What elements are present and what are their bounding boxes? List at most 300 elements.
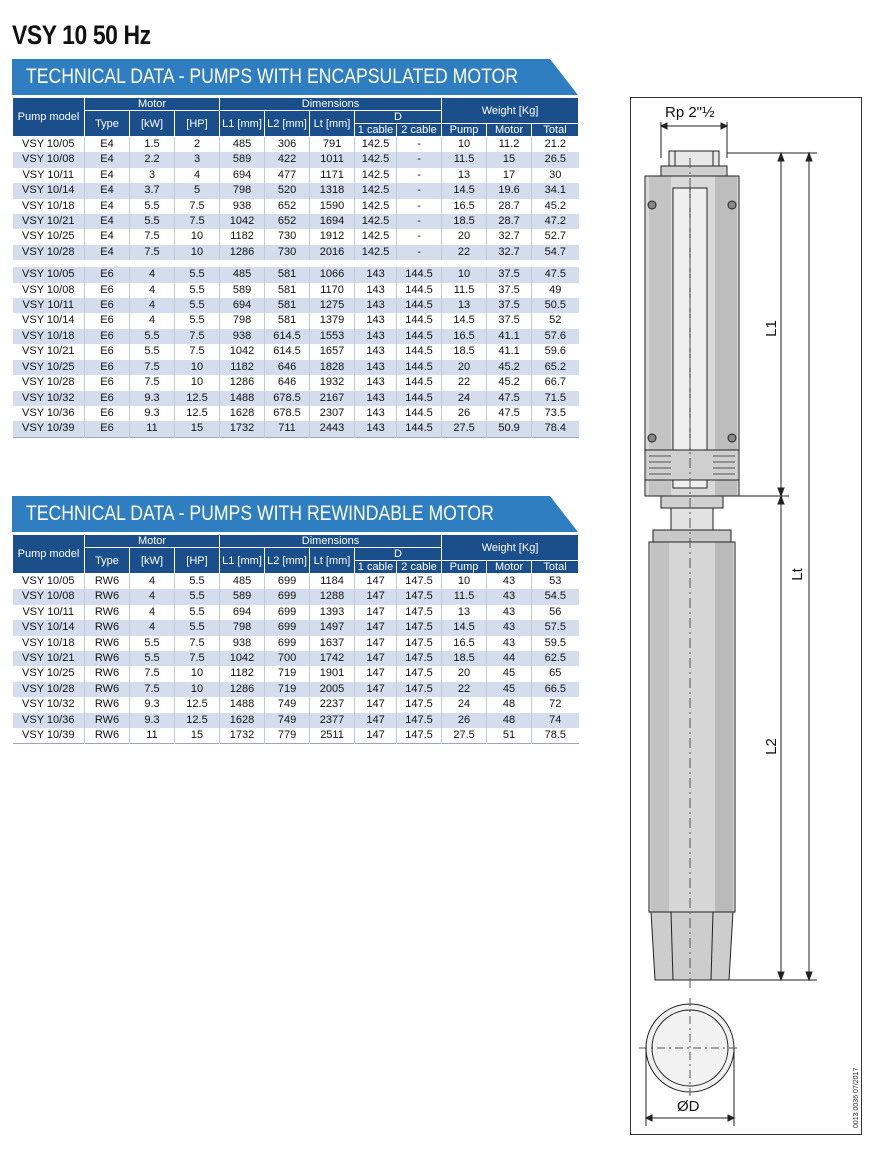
cell-length-lt: 1828 (310, 360, 355, 375)
header-motor: Motor (85, 535, 220, 548)
cell-length-l1: 589 (220, 589, 265, 604)
cell-weight-motor: 37.5 (487, 298, 532, 313)
table-row (13, 682, 579, 697)
cell-motor-type: E6 (85, 267, 130, 282)
cell-power-hp: 3 (175, 152, 220, 167)
cell-weight-total: 78.5 (532, 728, 579, 744)
cell-diameter-2cable: 147.5 (397, 589, 442, 604)
cell-power-hp: 7.5 (175, 651, 220, 666)
cell-length-l1: 1042 (220, 214, 265, 229)
cell-diameter-1cable: 147 (355, 636, 397, 651)
cell-weight-pump: 27.5 (442, 421, 487, 437)
cell-weight-motor: 50.9 (487, 421, 532, 437)
cell-weight-motor: 48 (487, 713, 532, 728)
cell-power-hp: 5.5 (175, 605, 220, 620)
cell-power-hp: 10 (175, 666, 220, 681)
cell-diameter-1cable: 147 (355, 620, 397, 635)
cell-length-l1: 1488 (220, 391, 265, 406)
header-hp: [HP] (175, 111, 220, 137)
header-pump-model: Pump model (13, 98, 85, 137)
cell-length-l2: 699 (265, 636, 310, 651)
cell-pump-model: VSY 10/25 (13, 666, 85, 681)
banner-title: TECHNICAL DATA - PUMPS WITH REWINDABLE MOTOR (26, 502, 494, 525)
cell-weight-motor: 43 (487, 620, 532, 635)
cell-weight-total: 65.2 (532, 360, 579, 375)
cell-length-lt: 1901 (310, 666, 355, 681)
cell-length-lt: 1066 (310, 267, 355, 282)
cell-length-l2: 652 (265, 214, 310, 229)
cell-diameter-1cable: 147 (355, 697, 397, 712)
cell-length-lt: 2443 (310, 421, 355, 437)
cell-diameter-1cable: 143 (355, 329, 397, 344)
cell-length-l2: 711 (265, 421, 310, 437)
cell-length-l2: 477 (265, 168, 310, 183)
cell-power-hp: 15 (175, 728, 220, 744)
cell-power-kw: 7.5 (130, 375, 175, 390)
cell-pump-model: VSY 10/11 (13, 168, 85, 183)
cell-diameter-2cable: 147.5 (397, 620, 442, 635)
cell-pump-model: VSY 10/08 (13, 152, 85, 167)
cell-power-hp: 10 (175, 375, 220, 390)
cell-diameter-2cable: - (397, 214, 442, 229)
header-d-2cable: 2 cable (397, 124, 442, 137)
cell-length-l2: 730 (265, 245, 310, 260)
cell-pump-model: VSY 10/11 (13, 298, 85, 313)
cell-weight-total: 73.5 (532, 406, 579, 421)
cell-power-hp: 5.5 (175, 313, 220, 328)
header-dimensions: Dimensions (220, 535, 442, 548)
cell-power-kw: 4 (130, 574, 175, 590)
table-row (13, 229, 579, 244)
cell-diameter-2cable: - (397, 245, 442, 260)
cell-weight-motor: 37.5 (487, 313, 532, 328)
cell-weight-total: 50.5 (532, 298, 579, 313)
cell-length-lt: 2005 (310, 682, 355, 697)
table-row (13, 589, 579, 604)
cell-motor-type: RW6 (85, 713, 130, 728)
cell-power-kw: 2.2 (130, 152, 175, 167)
cell-power-hp: 5.5 (175, 574, 220, 590)
cell-length-l1: 1286 (220, 375, 265, 390)
cell-pump-model: VSY 10/28 (13, 682, 85, 697)
cell-pump-model: VSY 10/18 (13, 329, 85, 344)
cell-diameter-1cable: 147 (355, 605, 397, 620)
cell-weight-total: 57.5 (532, 620, 579, 635)
table-row (13, 605, 579, 620)
cell-diameter-1cable: 142.5 (355, 152, 397, 167)
cell-weight-total: 57.6 (532, 329, 579, 344)
cell-length-l1: 1042 (220, 344, 265, 359)
cell-length-l2: 581 (265, 267, 310, 282)
cell-power-hp: 5.5 (175, 298, 220, 313)
cell-weight-total: 59.6 (532, 344, 579, 359)
table-row (13, 375, 579, 390)
header-d-1cable: 1 cable (355, 124, 397, 137)
cell-length-l1: 1628 (220, 406, 265, 421)
cell-diameter-1cable: 147 (355, 666, 397, 681)
cell-power-hp: 10 (175, 682, 220, 697)
header-d: D (355, 111, 442, 124)
lt-label: Lt (788, 568, 806, 581)
cell-power-hp: 12.5 (175, 391, 220, 406)
cell-weight-motor: 48 (487, 697, 532, 712)
cell-length-l1: 1732 (220, 421, 265, 437)
cell-power-kw: 5.5 (130, 214, 175, 229)
table-row (13, 313, 579, 328)
cell-length-l1: 938 (220, 329, 265, 344)
cell-length-lt: 1590 (310, 199, 355, 214)
cell-length-lt: 1932 (310, 375, 355, 390)
cell-motor-type: E4 (85, 137, 130, 153)
cell-length-l2: 520 (265, 183, 310, 198)
cell-length-l1: 1182 (220, 229, 265, 244)
cell-length-l2: 581 (265, 283, 310, 298)
cell-motor-type: RW6 (85, 697, 130, 712)
cell-diameter-2cable: 144.5 (397, 391, 442, 406)
cell-diameter-2cable: - (397, 199, 442, 214)
cell-weight-total: 66.7 (532, 375, 579, 390)
header-weight-pump: Pump (442, 124, 487, 137)
header-l1: L1 [mm] (220, 548, 265, 574)
cell-length-l2: 699 (265, 574, 310, 590)
cell-length-l1: 485 (220, 137, 265, 153)
cell-length-l1: 694 (220, 605, 265, 620)
cell-length-l2: 581 (265, 313, 310, 328)
cell-weight-total: 34.1 (532, 183, 579, 198)
cell-weight-pump: 13 (442, 605, 487, 620)
cell-weight-total: 74 (532, 713, 579, 728)
cell-weight-pump: 20 (442, 360, 487, 375)
cell-pump-model: VSY 10/39 (13, 728, 85, 744)
cell-length-l2: 678.5 (265, 406, 310, 421)
cell-length-l2: 719 (265, 682, 310, 697)
header-motor: Motor (85, 98, 220, 111)
cell-weight-motor: 41.1 (487, 329, 532, 344)
cell-pump-model: VSY 10/25 (13, 360, 85, 375)
cell-pump-model: VSY 10/36 (13, 713, 85, 728)
cell-length-lt: 2377 (310, 713, 355, 728)
cell-diameter-2cable: - (397, 137, 442, 153)
table-row (13, 137, 579, 153)
table-row (13, 360, 579, 375)
cell-diameter-2cable: 147.5 (397, 651, 442, 666)
section-banner-rewindable (12, 496, 578, 532)
cell-pump-model: VSY 10/21 (13, 214, 85, 229)
separator-cell (13, 260, 579, 267)
cell-motor-type: E4 (85, 168, 130, 183)
cell-weight-total: 78.4 (532, 421, 579, 437)
cell-length-l2: 614.5 (265, 344, 310, 359)
cell-motor-type: RW6 (85, 666, 130, 681)
cell-pump-model: VSY 10/08 (13, 283, 85, 298)
cell-weight-motor: 43 (487, 574, 532, 590)
cell-diameter-2cable: 147.5 (397, 728, 442, 744)
cell-power-kw: 5.5 (130, 651, 175, 666)
cell-weight-pump: 27.5 (442, 728, 487, 744)
cell-length-l1: 1182 (220, 666, 265, 681)
cell-weight-pump: 11.5 (442, 152, 487, 167)
cell-motor-type: E4 (85, 245, 130, 260)
cell-weight-pump: 10 (442, 574, 487, 590)
cell-length-lt: 1170 (310, 283, 355, 298)
cell-length-lt: 2016 (310, 245, 355, 260)
spec-table-encapsulated (12, 97, 579, 438)
cell-length-lt: 2167 (310, 391, 355, 406)
cell-power-kw: 4 (130, 620, 175, 635)
cell-power-hp: 10 (175, 229, 220, 244)
cell-weight-total: 53 (532, 574, 579, 590)
pump-illustration (631, 98, 863, 1136)
header-weight: Weight [Kg] (442, 535, 579, 561)
header-pump-model: Pump model (13, 535, 85, 574)
cell-pump-model: VSY 10/05 (13, 574, 85, 590)
table-row (13, 283, 579, 298)
cell-motor-type: RW6 (85, 589, 130, 604)
pump-dimension-drawing (630, 97, 862, 1135)
cell-diameter-1cable: 142.5 (355, 137, 397, 153)
table-row (13, 728, 579, 744)
cell-weight-motor: 43 (487, 589, 532, 604)
cell-power-hp: 7.5 (175, 329, 220, 344)
cell-length-l1: 1042 (220, 651, 265, 666)
cell-motor-type: RW6 (85, 605, 130, 620)
cell-weight-total: 65 (532, 666, 579, 681)
cell-length-lt: 2237 (310, 697, 355, 712)
cell-pump-model: VSY 10/21 (13, 651, 85, 666)
cell-diameter-1cable: 142.5 (355, 245, 397, 260)
cell-diameter-1cable: 147 (355, 589, 397, 604)
cell-power-kw: 4 (130, 605, 175, 620)
cell-power-kw: 4 (130, 267, 175, 282)
cell-length-l2: 422 (265, 152, 310, 167)
cell-diameter-2cable: 144.5 (397, 375, 442, 390)
cell-length-l2: 749 (265, 697, 310, 712)
cell-diameter-2cable: 147.5 (397, 605, 442, 620)
header-weight-total: Total (532, 124, 579, 137)
cell-motor-type: E6 (85, 375, 130, 390)
table-row (13, 152, 579, 167)
cell-diameter-1cable: 142.5 (355, 183, 397, 198)
cell-weight-pump: 16.5 (442, 329, 487, 344)
cell-motor-type: E6 (85, 313, 130, 328)
cell-weight-pump: 18.5 (442, 344, 487, 359)
diameter-label: ØD (677, 1098, 700, 1115)
cell-length-l1: 1628 (220, 713, 265, 728)
cell-pump-model: VSY 10/36 (13, 406, 85, 421)
cell-length-l1: 589 (220, 152, 265, 167)
header-weight-motor: Motor (487, 124, 532, 137)
cell-pump-model: VSY 10/14 (13, 620, 85, 635)
cell-weight-motor: 32.7 (487, 245, 532, 260)
cell-length-lt: 1288 (310, 589, 355, 604)
cell-weight-pump: 26 (442, 713, 487, 728)
cell-weight-motor: 44 (487, 651, 532, 666)
cell-power-kw: 3.7 (130, 183, 175, 198)
header-d-2cable: 2 cable (397, 561, 442, 574)
table-row (13, 183, 579, 198)
cell-weight-pump: 18.5 (442, 651, 487, 666)
cell-diameter-2cable: - (397, 229, 442, 244)
table-row (13, 391, 579, 406)
cell-power-hp: 4 (175, 168, 220, 183)
cell-motor-type: RW6 (85, 620, 130, 635)
cell-weight-pump: 14.5 (442, 620, 487, 635)
header-d-1cable: 1 cable (355, 561, 397, 574)
cell-motor-type: E6 (85, 329, 130, 344)
cell-weight-pump: 26 (442, 406, 487, 421)
cell-length-l1: 938 (220, 636, 265, 651)
cell-weight-total: 59.5 (532, 636, 579, 651)
cell-weight-pump: 22 (442, 375, 487, 390)
cell-power-kw: 11 (130, 728, 175, 744)
cell-length-l1: 589 (220, 283, 265, 298)
cell-weight-pump: 13 (442, 298, 487, 313)
cell-length-l1: 694 (220, 298, 265, 313)
cell-length-l1: 485 (220, 574, 265, 590)
cell-weight-motor: 47.5 (487, 391, 532, 406)
table-row (13, 620, 579, 635)
cell-motor-type: RW6 (85, 636, 130, 651)
table-row (13, 168, 579, 183)
cell-motor-type: E6 (85, 421, 130, 437)
cell-power-kw: 1.5 (130, 137, 175, 153)
table-row (13, 636, 579, 651)
cell-length-lt: 1011 (310, 152, 355, 167)
cell-length-lt: 1171 (310, 168, 355, 183)
cell-weight-motor: 11.2 (487, 137, 532, 153)
cell-pump-model: VSY 10/32 (13, 391, 85, 406)
cell-weight-motor: 45.2 (487, 375, 532, 390)
cell-power-kw: 11 (130, 421, 175, 437)
cell-length-l2: 779 (265, 728, 310, 744)
cell-diameter-1cable: 147 (355, 574, 397, 590)
cell-diameter-2cable: 144.5 (397, 406, 442, 421)
cell-motor-type: E6 (85, 298, 130, 313)
cell-weight-motor: 43 (487, 605, 532, 620)
cell-length-l1: 1732 (220, 728, 265, 744)
header-dimensions: Dimensions (220, 98, 442, 111)
cell-length-l1: 798 (220, 183, 265, 198)
cell-power-kw: 7.5 (130, 360, 175, 375)
cell-power-hp: 12.5 (175, 697, 220, 712)
cell-weight-pump: 14.5 (442, 313, 487, 328)
cell-weight-pump: 24 (442, 391, 487, 406)
header-l2: L2 [mm] (265, 548, 310, 574)
cell-pump-model: VSY 10/05 (13, 267, 85, 282)
doc-reference: 0013 0036 07/2017 (853, 1067, 860, 1128)
cell-diameter-2cable: 147.5 (397, 697, 442, 712)
cell-weight-total: 71.5 (532, 391, 579, 406)
cell-motor-type: E4 (85, 199, 130, 214)
cell-length-l2: 719 (265, 666, 310, 681)
cell-weight-total: 66.5 (532, 682, 579, 697)
cell-weight-pump: 24 (442, 697, 487, 712)
cell-weight-total: 72 (532, 697, 579, 712)
cell-length-l1: 1182 (220, 360, 265, 375)
header-kw: [kW] (130, 548, 175, 574)
cell-diameter-1cable: 143 (355, 360, 397, 375)
cell-weight-motor: 19.6 (487, 183, 532, 198)
cell-length-l2: 652 (265, 199, 310, 214)
cell-weight-pump: 20 (442, 229, 487, 244)
cell-diameter-1cable: 142.5 (355, 199, 397, 214)
cell-weight-total: 54.5 (532, 589, 579, 604)
cell-power-hp: 15 (175, 421, 220, 437)
cell-pump-model: VSY 10/14 (13, 313, 85, 328)
cell-length-lt: 1912 (310, 229, 355, 244)
header-kw: [kW] (130, 111, 175, 137)
cell-diameter-2cable: 147.5 (397, 682, 442, 697)
cell-length-l2: 581 (265, 298, 310, 313)
cell-weight-motor: 45.2 (487, 360, 532, 375)
cell-motor-type: E4 (85, 152, 130, 167)
table-row (13, 199, 579, 214)
cell-weight-total: 52 (532, 313, 579, 328)
cell-length-l1: 1286 (220, 682, 265, 697)
table-row (13, 214, 579, 229)
table-separator (13, 260, 579, 267)
cell-weight-total: 26.5 (532, 152, 579, 167)
cell-diameter-1cable: 147 (355, 682, 397, 697)
cell-weight-motor: 37.5 (487, 283, 532, 298)
cell-weight-pump: 16.5 (442, 199, 487, 214)
cell-weight-motor: 41.1 (487, 344, 532, 359)
cell-pump-model: VSY 10/32 (13, 697, 85, 712)
cell-length-l2: 699 (265, 620, 310, 635)
section-banner-encapsulated (12, 59, 578, 95)
cell-motor-type: E6 (85, 360, 130, 375)
cell-weight-motor: 51 (487, 728, 532, 744)
cell-weight-total: 30 (532, 168, 579, 183)
cell-diameter-2cable: 147.5 (397, 713, 442, 728)
cell-power-hp: 5.5 (175, 589, 220, 604)
cell-weight-total: 62.5 (532, 651, 579, 666)
cell-diameter-1cable: 143 (355, 421, 397, 437)
cell-weight-motor: 28.7 (487, 199, 532, 214)
spec-table-rewindable (12, 534, 579, 744)
cell-diameter-1cable: 143 (355, 267, 397, 282)
cell-power-hp: 5.5 (175, 283, 220, 298)
cell-weight-motor: 17 (487, 168, 532, 183)
cell-power-kw: 7.5 (130, 666, 175, 681)
cell-weight-total: 56 (532, 605, 579, 620)
cell-diameter-1cable: 142.5 (355, 214, 397, 229)
cell-length-l1: 485 (220, 267, 265, 282)
cell-power-hp: 7.5 (175, 636, 220, 651)
cell-diameter-2cable: 147.5 (397, 636, 442, 651)
header-l2: L2 [mm] (265, 111, 310, 137)
cell-weight-total: 54.7 (532, 245, 579, 260)
cell-power-kw: 7.5 (130, 682, 175, 697)
cell-length-lt: 1184 (310, 574, 355, 590)
cell-weight-motor: 45 (487, 666, 532, 681)
cell-motor-type: RW6 (85, 651, 130, 666)
cell-power-kw: 4 (130, 313, 175, 328)
cell-motor-type: E4 (85, 183, 130, 198)
cell-length-lt: 1275 (310, 298, 355, 313)
cell-length-lt: 1497 (310, 620, 355, 635)
cell-diameter-1cable: 143 (355, 298, 397, 313)
cell-motor-type: E4 (85, 229, 130, 244)
l2-label: L2 (762, 738, 780, 755)
cell-diameter-2cable: 144.5 (397, 267, 442, 282)
cell-motor-type: E4 (85, 214, 130, 229)
cell-power-hp: 12.5 (175, 713, 220, 728)
table-row (13, 574, 579, 590)
cell-length-l2: 699 (265, 605, 310, 620)
table-row (13, 329, 579, 344)
cell-diameter-1cable: 147 (355, 728, 397, 744)
